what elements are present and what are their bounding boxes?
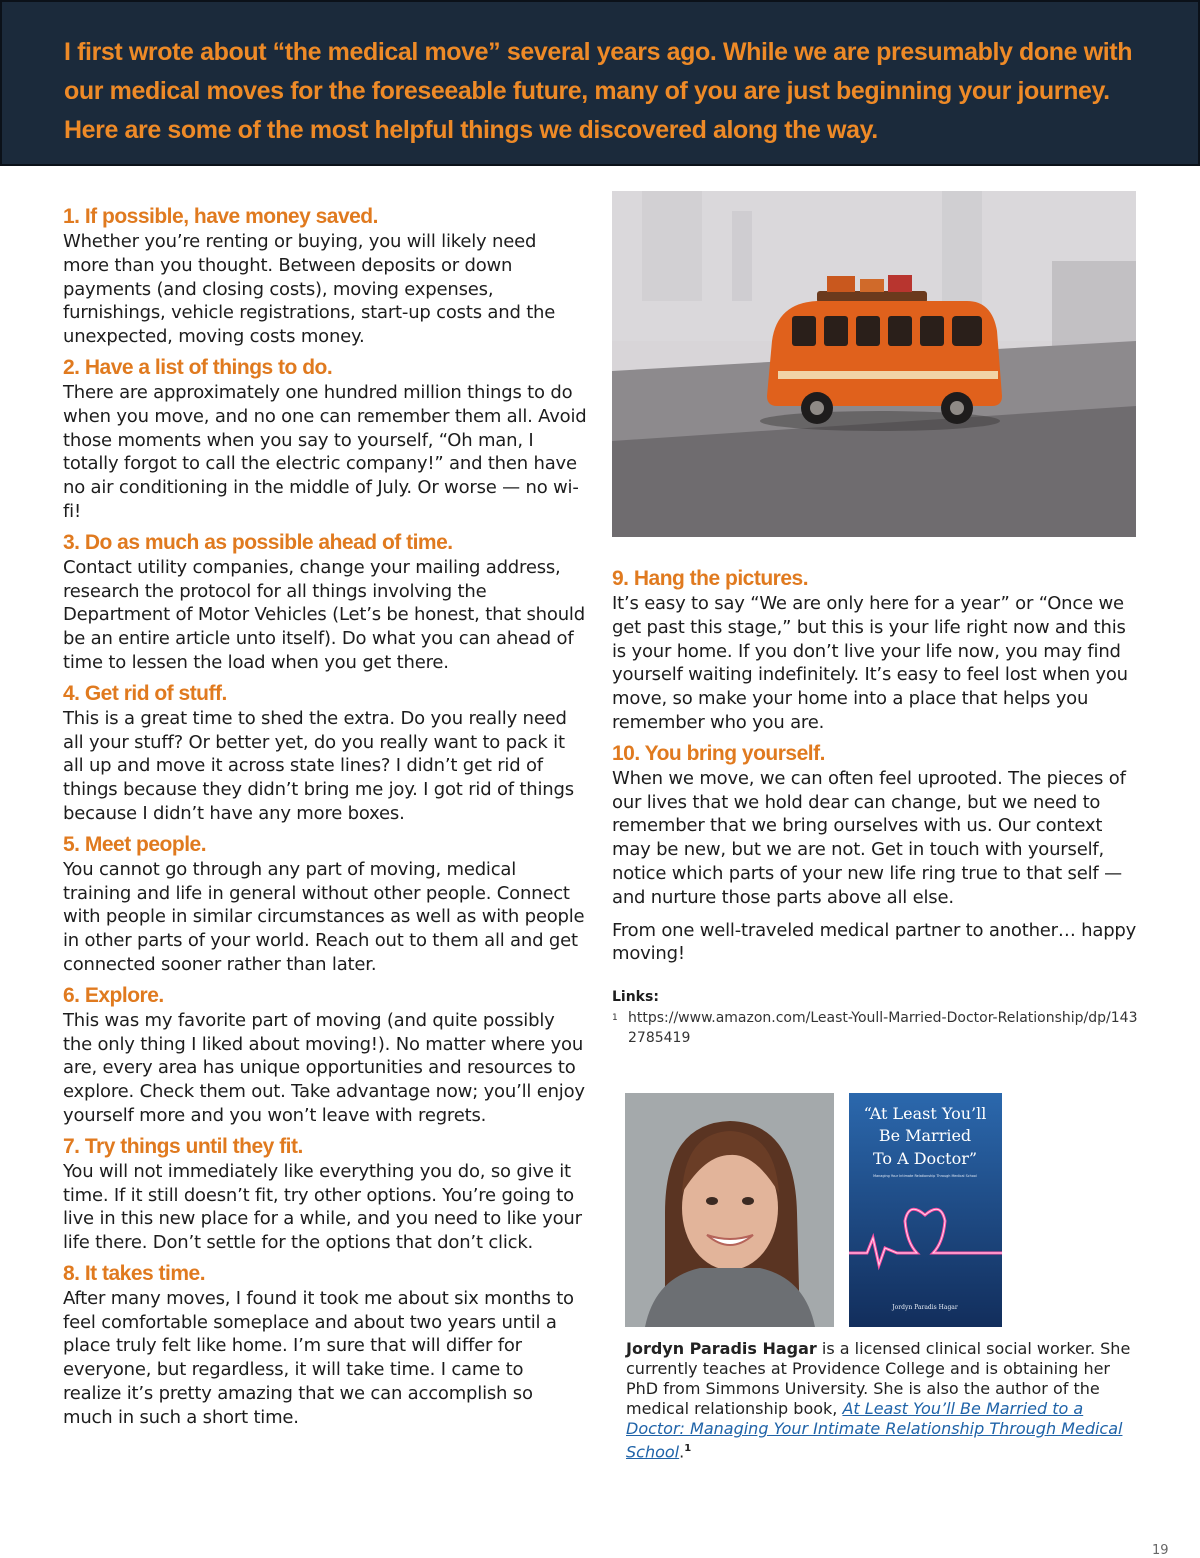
bio-end: .	[679, 1442, 685, 1462]
tip-5	[63, 831, 587, 977]
tip-3	[63, 529, 587, 675]
bio-text: is a licensed clinical social worker. She currently teaches at Providence College and is obtaining her PhD from Simmons University. She is also the author of the medical relationship book,	[626, 1339, 1131, 1418]
book-cover	[849, 1093, 1002, 1327]
author-portrait-illustration	[625, 1093, 834, 1327]
tip-title: 4. Get rid of stuff.	[63, 681, 227, 705]
tip-8	[63, 1260, 587, 1430]
tip-9	[612, 565, 1140, 735]
tip-body: This is a great time to shed the extra. Do you really need all your stuff? Or better yet, do you really want to pack it all up and move it across state lines? I didn’t get rid of things because they didn’t bring me joy. I got rid of things because I didn’t have any more boxes.	[63, 707, 574, 824]
tip-body: You will not immediately like everything you do, so give it time. If it still doesn’t fit, try other options. You’re going to live in this new place for a while, and you need to like your life there. Don’t settle for the options that don’t click.	[63, 1160, 582, 1254]
author-name: Jordyn Paradis Hagar	[626, 1339, 817, 1358]
tip-4	[63, 680, 587, 826]
tip-body: Contact utility companies, change your mailing address, research the protocol for all things involving the Department of Motor Vehicles (Let’s be honest, that should be an entire article unto itself). Do what you can ahead of time to lessen the load when you get there.	[63, 556, 585, 673]
toy-van-illustration	[612, 191, 1136, 537]
closing-text: From one well-traveled medical partner to another… happy moving!	[612, 919, 1137, 965]
tip-body: You cannot go through any part of moving, medical training and life in general without other people. Connect with people in similar circumstances as well as with people in other parts of your world. Reach out to them all and get connected sooner rather than later.	[63, 858, 585, 975]
author-headshot	[625, 1093, 834, 1327]
tips-column-left	[63, 203, 587, 1435]
book-author: Jordyn Paradis Hagar	[892, 1304, 958, 1311]
tip-body: There are approximately one hundred million things to do when you move, and no one can remember them all. Avoid those moments when you say to yourself, “Oh man, I totally forgot to call the electric company!” and then have no air conditioning in the middle of July. Or worse — no wi-fi!	[63, 381, 587, 522]
tip-body: When we move, we can often feel uprooted. The pieces of our lives that we hold dear can change, but we need to remember that we bring ourselves with us. Our context may be new, but we are not. Get in touch with yourself, notice which parts of your new life ring true to that self — and nurture those parts above all else.	[612, 767, 1126, 908]
footnote-url[interactable]: https://www.amazon.com/Least-Youll-Married-Doctor-Relationship/dp/1432785419	[628, 1010, 1138, 1046]
tip-7	[63, 1133, 587, 1255]
book-cover-illustration	[849, 1093, 1002, 1327]
tip-2	[63, 354, 587, 524]
tip-title: 2. Have a list of things to do.	[63, 355, 333, 379]
tip-body: After many moves, I found it took me about six months to feel comfortable someplace and about two years until a place truly felt like home. I’m sure that will differ for everyone, but regardless, it will take time. I came to realize it’s pretty amazing that we can accomplish so much in such a short time.	[63, 1287, 574, 1428]
tip-title: 8. It takes time.	[63, 1261, 206, 1285]
page-number: 19	[1152, 1543, 1169, 1558]
tip-body: This was my favorite part of moving (and quite possibly the only thing I liked about moving!). No matter where you are, every area has unique opportunities and resources to explore. Check them out. Take advantage now; you’ll enjoy yourself more and you won’t leave with regrets.	[63, 1009, 585, 1126]
tip-title: 9. Hang the pictures.	[612, 567, 809, 590]
footnote	[612, 1008, 1140, 1048]
tip-title: 5. Meet people.	[63, 832, 207, 856]
book-title-line3: To A Doctor”	[872, 1149, 978, 1168]
intro-text: I first wrote about “the medical move” several years ago. While we are presumably done with our medical moves for the foreseeable future, many of you are just beginning your journey. Here are some of the most helpful things we discovered along the way.	[64, 38, 1133, 144]
tip-title: 6. Explore.	[63, 983, 164, 1007]
footnote-number: 1	[612, 1013, 618, 1023]
links-title: Links:	[612, 989, 659, 1005]
tip-title: 7. Try things until they fit.	[63, 1134, 303, 1158]
tip-body: Whether you’re renting or buying, you will likely need more than you thought. Between deposits or down payments (and closing costs), moving expenses, furnishings, vehicle registrations, start-up costs and the unexpected, moving costs money.	[63, 231, 556, 348]
tip-10	[612, 740, 1140, 910]
intro-banner	[0, 0, 1200, 166]
tip-6	[63, 982, 587, 1128]
tip-title: 1. If possible, have money saved.	[63, 205, 378, 228]
book-title-line2: Be Married	[878, 1126, 972, 1145]
links-section	[612, 989, 1140, 1048]
footnote-ref[interactable]: 1	[684, 1443, 692, 1454]
tip-1	[63, 203, 587, 349]
book-subtitle: Managing Your Intimate Relationship Through Medical School	[873, 1174, 977, 1178]
toy-van-photo	[612, 191, 1136, 537]
tips-column-right	[612, 565, 1140, 966]
tip-title: 10. You bring yourself.	[612, 741, 825, 765]
tip-title: 3. Do as much as possible ahead of time.	[63, 530, 453, 554]
book-title-line1: “At Least You’ll	[863, 1104, 987, 1123]
tip-body: It’s easy to say “We are only here for a year” or “Once we get past this stage,” but this is your life right now and this is your home. If you don’t live your life now, you may find yourself waiting indefinitely. It’s easy to feel lost when you move, so make your home into a place that helps you remember who you are.	[612, 593, 1128, 733]
book-link[interactable]: At Least You’ll Be Married to a Doctor: Managing Your Intimate Relationship Through Medical School	[626, 1399, 1123, 1462]
author-bio	[626, 1339, 1136, 1462]
